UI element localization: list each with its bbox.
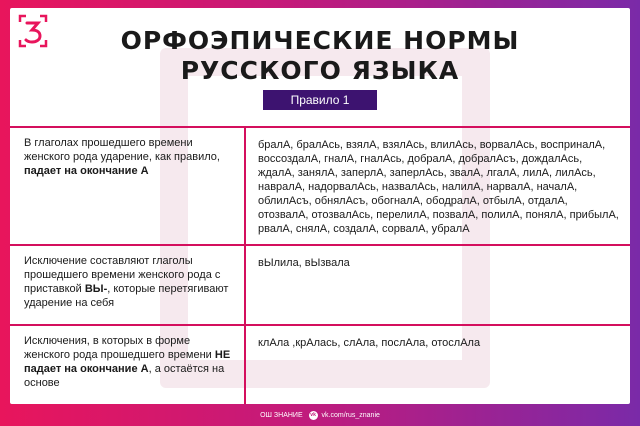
table-row <box>10 325 630 404</box>
rules-table <box>10 126 630 404</box>
page-title <box>10 26 630 86</box>
vk-icon: vk <box>310 411 316 418</box>
rule-examples: бралА, бралАсь, взялА, взялАсь, влилАсь, ворвалАсь, восприналА, воссоздалА, гналА, гналАсь, добралА, добралАсъ, дождалАсь, ждалА, занялА, заперлА, заперлАсь, звалА, лгалА, лилА, лилАсь, навралА, надорвалАсь, назвалАсь, налилА, нарвалА, началА, облилАсъ, обнялАсъ, обогналА, ободралА, отбылА, отдалА, отозвалА, отозвалАсь, перелилА, позвалА, полилА, понялА, прибылА, рвалА, снялА, создалА, сорвалА, убралА <box>245 127 630 245</box>
rule-text: Исключения, в которых в форме женского рода прошедшего времени <box>24 335 215 361</box>
rule-text: Исключение составляют глаголы прошедшего времени женского рода с приставкой <box>24 255 221 295</box>
rule-description <box>10 127 245 245</box>
rule-badge: Правило 1 <box>263 90 377 110</box>
footer-brand: ОШ ЗНАНИЕ <box>260 412 303 419</box>
table-row <box>10 127 630 245</box>
rule-examples: клАла ,крАлась, слАла, послАла, отослАла <box>245 325 630 404</box>
rule-text: В глаголах прошедшего времени женского рода ударение, как правило, <box>24 137 220 163</box>
title-line-2: РУССКОГО ЯЗЫКА <box>180 56 460 85</box>
footer <box>0 410 640 422</box>
rule-emphasis: падает на окончание А <box>24 165 149 177</box>
rule-emphasis: ВЫ- <box>84 283 108 295</box>
rules-card <box>10 8 630 404</box>
rule-text-end: , которые перетягивают ударение на себя <box>24 283 229 309</box>
rule-text-end: , а остаётся на основе <box>24 363 225 389</box>
rule-examples: вЫлила, вЫзвала <box>245 245 630 325</box>
rule-description <box>10 245 245 325</box>
table-row <box>10 245 630 325</box>
rule-description <box>10 325 245 404</box>
footer-link[interactable]: vk.com/rus_znanie <box>321 412 380 419</box>
title-line-1: ОРФОЭПИЧЕСКИЕ НОРМЫ <box>120 26 520 55</box>
rule-emphasis: НЕ падает на окончание А <box>24 349 231 375</box>
